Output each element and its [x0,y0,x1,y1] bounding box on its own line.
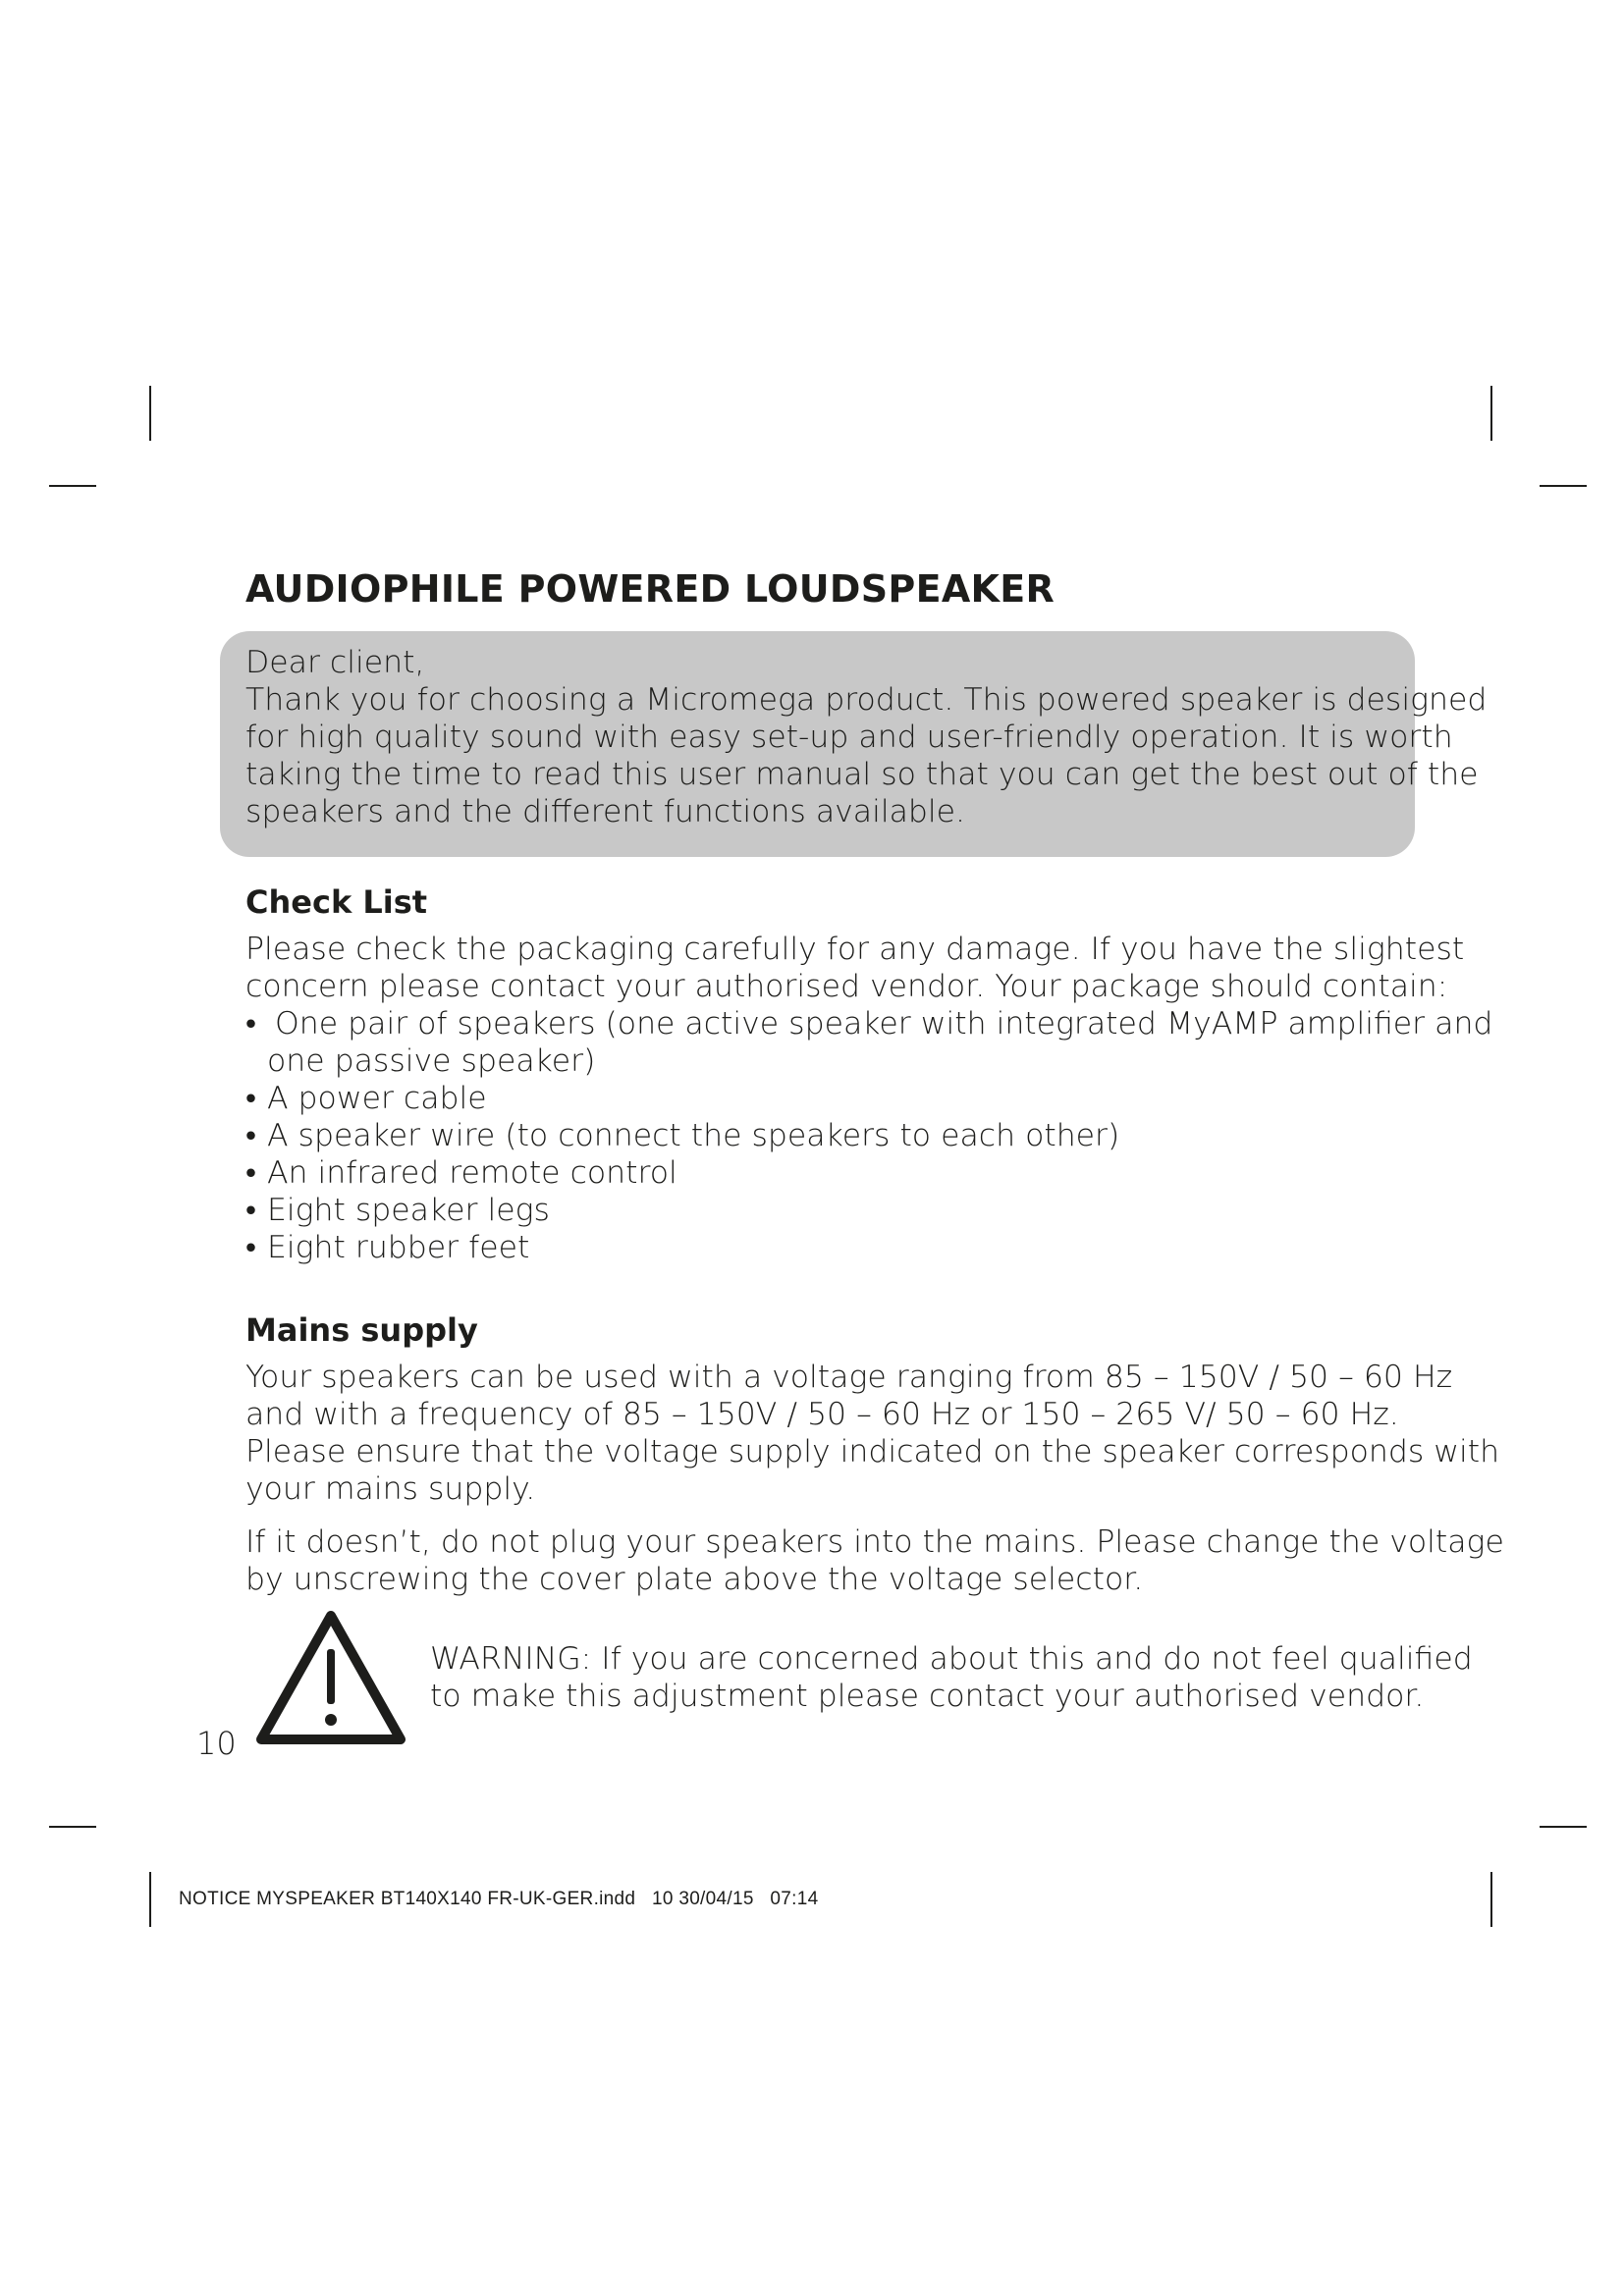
list-item [245,1005,1493,1080]
crop-mark-bottom-left-horizontal [49,1826,96,1828]
intro-line: Thank you for choosing a Micromega product. This powered speaker is designed [245,682,1488,718]
mains-supply-paragraph [245,1359,1500,1508]
page-number: 10 [196,1725,237,1762]
check-list-paragraph-line: concern please contact your authorised vendor. Your package should contain: [245,969,1448,1004]
mains-supply-line: Your speakers can be used with a voltage ranging from 85 – 150V / 50 – 60 Hz [245,1360,1453,1395]
warning-text [430,1640,1473,1715]
voltage-change-paragraph [245,1523,1504,1598]
page-title: AUDIOPHILE POWERED LOUDSPEAKER [245,567,1056,611]
intro-line: speakers and the different functions available. [245,794,966,829]
intro-line: Dear client, [245,645,425,680]
mains-supply-line: Please ensure that the voltage supply indicated on the speaker corresponds with [245,1434,1500,1469]
package-contents-list [245,1005,1493,1266]
warning-line: WARNING: If you are concerned about this and do not feel qualified [430,1641,1473,1677]
print-slug-footer: NOTICE MYSPEAKER BT140X140 FR-UK-GER.indd 10 30/04/15 07:14 [179,1889,819,1909]
list-item-text: One pair of speakers (one active speaker with integrated MyAMP amplifier and [275,1006,1493,1041]
crop-mark-top-left-horizontal [49,485,96,487]
check-list-section [245,883,1493,1266]
list-item: • Eight rubber feet [245,1229,1453,1266]
crop-mark-top-left-vertical [149,386,151,441]
voltage-change-line: If it doesn’t, do not plug your speakers into the mains. Please change the voltage [245,1524,1504,1560]
list-item: • A speaker wire (to connect the speakers to each other) [245,1117,1453,1154]
list-item: • Eight speaker legs [245,1192,1453,1229]
voltage-change-line: by unscrewing the cover plate above the voltage selector. [245,1562,1144,1597]
check-list-paragraph-line: Please check the packaging carefully for any damage. If you have the slightest [245,932,1465,967]
intro-line: taking the time to read this user manual so that you can get the best out of the [245,757,1479,792]
intro-line: for high quality sound with easy set-up and user-friendly operation. It is worth [245,720,1453,755]
mains-supply-line: and with a frequency of 85 – 150V / 50 – 60 Hz or 150 – 265 V/ 50 – 60 Hz. [245,1397,1399,1432]
intro-box [220,631,1488,857]
crop-mark-bottom-right-vertical [1490,1872,1492,1927]
crop-mark-top-right-horizontal [1540,485,1587,487]
mains-supply-heading: Mains supply [245,1311,478,1349]
warning-triangle-icon [255,1610,406,1745]
warning-line: to make this adjustment please contact your authorised vendor. [430,1679,1425,1714]
mains-supply-line: your mains supply. [245,1471,536,1507]
crop-mark-top-right-vertical [1490,386,1492,441]
list-item-continuation: one passive speaker) [267,1043,596,1079]
mains-supply-section [245,1311,1504,1598]
crop-mark-bottom-right-horizontal [1540,1826,1587,1828]
list-item: • An infrared remote control [245,1154,1453,1192]
check-list-paragraph [245,931,1465,1005]
list-item: • A power cable [245,1080,1453,1117]
crop-mark-bottom-left-vertical [149,1872,151,1927]
check-list-heading: Check List [245,883,428,921]
